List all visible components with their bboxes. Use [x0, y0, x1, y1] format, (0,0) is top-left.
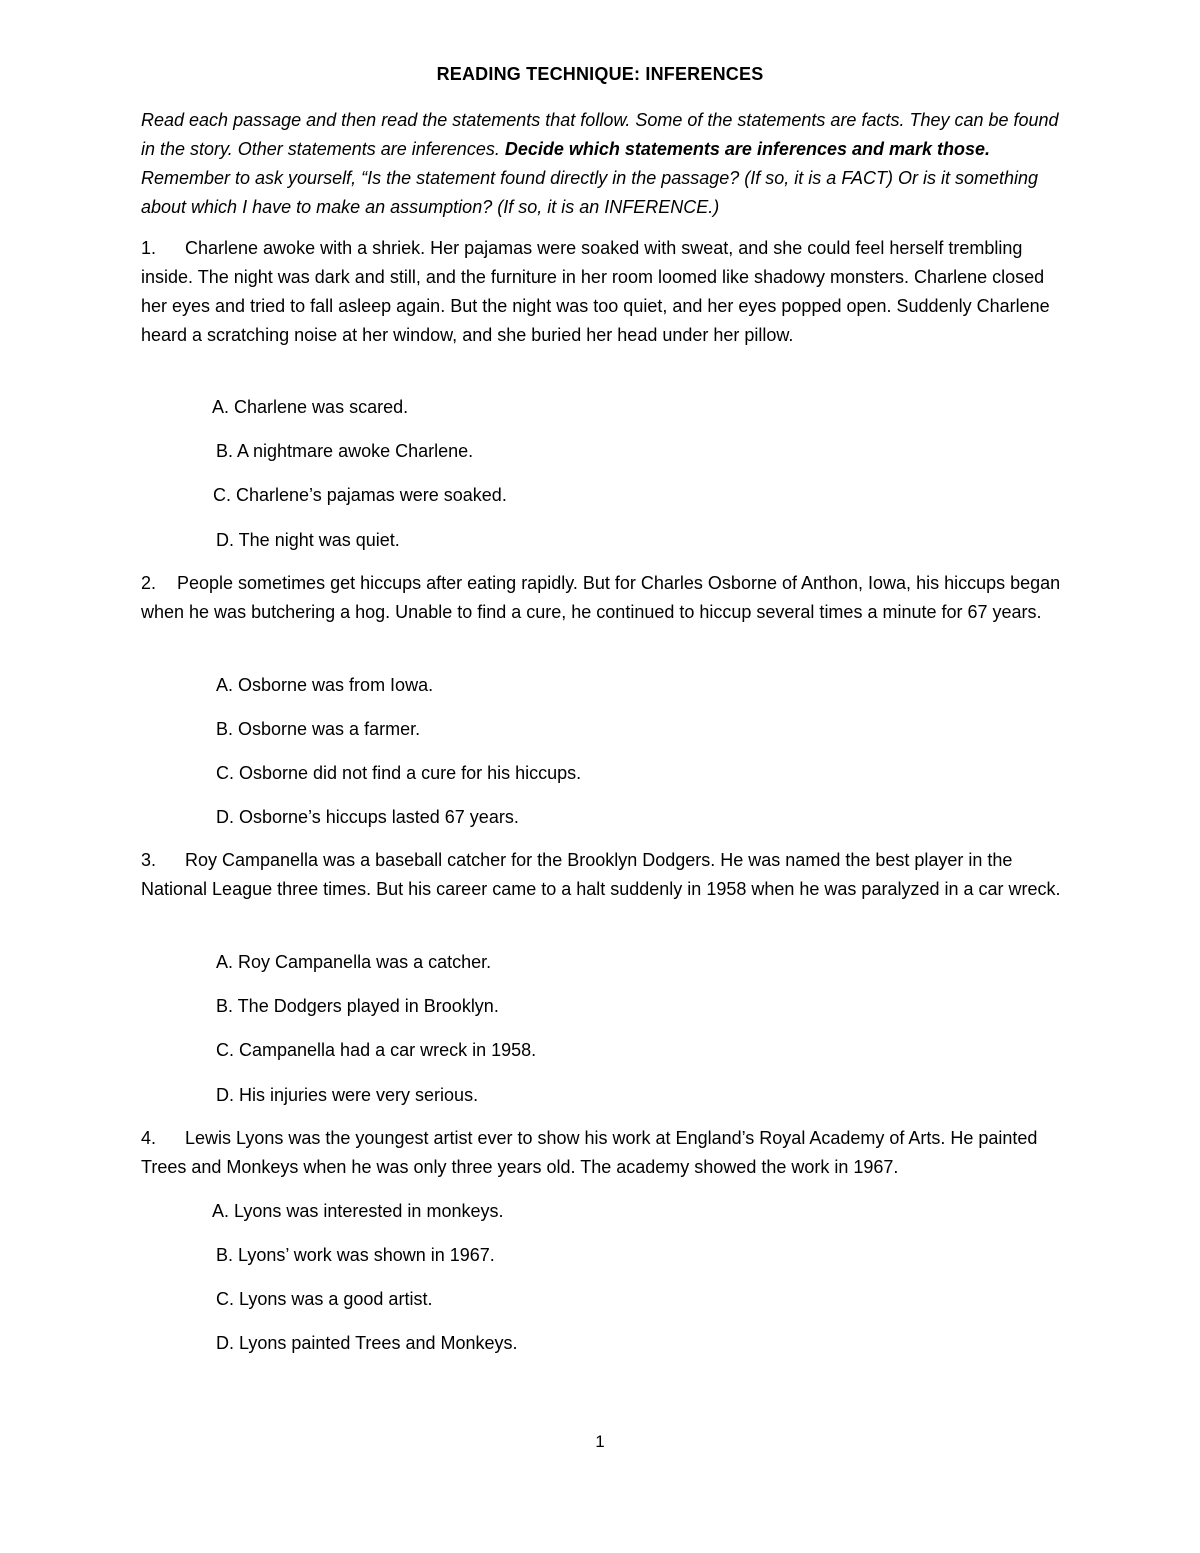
passage-text: Roy Campanella was a baseball catcher for the Brooklyn Dodgers. He was named the best player in the National League three times. But his career came to a halt suddenly in 1958 when he was paralyzed in a car wreck. — [141, 850, 1061, 899]
passage-1 — [141, 234, 1071, 350]
passage-number: 3. — [141, 850, 157, 870]
statement-2c: C. Osborne did not find a cure for his hiccups. — [216, 763, 582, 783]
statement-4d: D. Lyons painted Trees and Monkeys. — [216, 1333, 518, 1353]
instructions-bold: Decide which statements are inferences and mark those. — [504, 139, 991, 159]
passage-number: 2. — [141, 573, 157, 593]
statement-3a: A. Roy Campanella was a catcher. — [216, 952, 492, 972]
statement-3b: B. The Dodgers played in Brooklyn. — [216, 996, 499, 1016]
page-number: 1 — [595, 1432, 605, 1451]
passage-number: 1. — [141, 238, 157, 258]
statement-1a: A. Charlene was scared. — [212, 397, 409, 417]
statement-4b: B. Lyons’ work was shown in 1967. — [216, 1245, 495, 1265]
statement-1d: D. The night was quiet. — [216, 530, 400, 550]
passage-number: 4. — [141, 1128, 157, 1148]
passage-text: Charlene awoke with a shriek. Her pajamas were soaked with sweat, and she could feel herself trembling inside. The night was dark and still, and the furniture in her room loomed like shadowy monsters. Charlene closed her eyes and tried to fall asleep again. But the night was too quiet, and her eyes popped open. Suddenly Charlene heard a scratching noise at her window, and she buried her head under her pillow. — [141, 238, 1050, 345]
statement-1b: B. A nightmare awoke Charlene. — [216, 441, 474, 461]
statement-4a: A. Lyons was interested in monkeys. — [212, 1201, 504, 1221]
passage-text: Lewis Lyons was the youngest artist ever to show his work at England’s Royal Academy of Arts. He painted Trees and Monkeys when he was only three years old. The academy showed the work in 1967. — [141, 1128, 1038, 1177]
statement-2d: D. Osborne’s hiccups lasted 67 years. — [216, 807, 519, 827]
passage-3 — [141, 846, 1071, 904]
statement-3c: C. Campanella had a car wreck in 1958. — [216, 1040, 537, 1060]
statement-2a: A. Osborne was from Iowa. — [216, 675, 434, 695]
page-title: READING TECHNIQUE: INFERENCES — [436, 64, 764, 84]
passage-2 — [141, 569, 1071, 627]
statement-3d: D. His injuries were very serious. — [216, 1085, 479, 1105]
statement-1c: C. Charlene’s pajamas were soaked. — [213, 485, 507, 505]
instructions-text-1: Read each passage and then read the statements that follow. Some of the statements are facts. They can be found in the story. Other statements are inferences. — [141, 110, 1059, 159]
instructions — [141, 106, 1071, 222]
instructions-text-2: Remember to ask yourself, “Is the statement found directly in the passage? (If so, it is a FACT) Or is it something about which I have to make an assumption? (If so, it is an INFERENCE.) — [141, 168, 1039, 217]
statement-4c: C. Lyons was a good artist. — [216, 1289, 433, 1309]
statement-2b: B. Osborne was a farmer. — [216, 719, 421, 739]
passage-4 — [141, 1124, 1071, 1182]
passage-text: People sometimes get hiccups after eating rapidly. But for Charles Osborne of Anthon, Iowa, his hiccups began when he was butchering a hog. Unable to find a cure, he continued to hiccup several times a minute for 67 years. — [141, 573, 1061, 622]
